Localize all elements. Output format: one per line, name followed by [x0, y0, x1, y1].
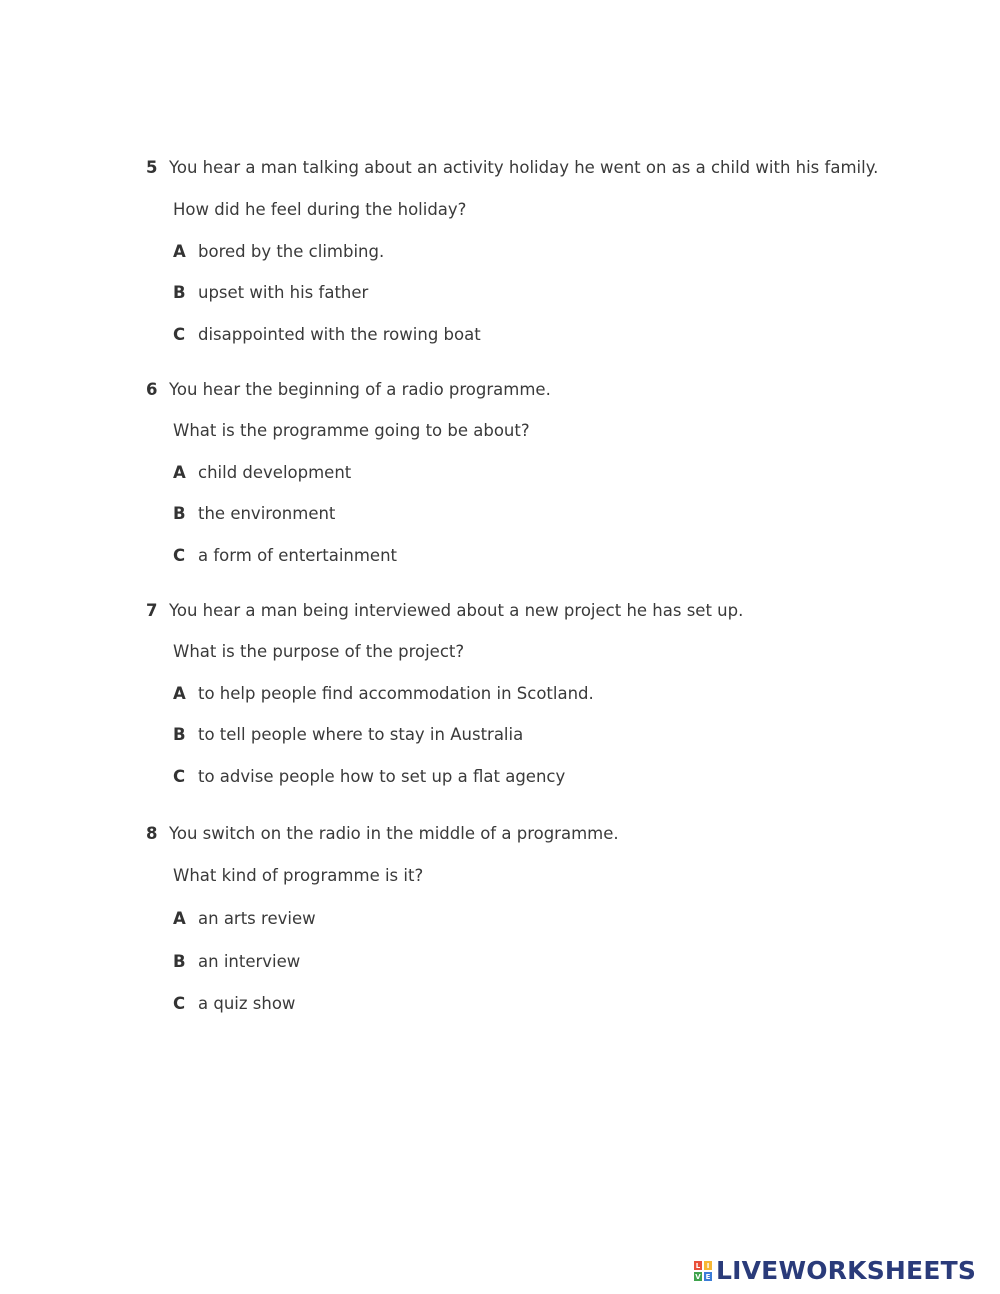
logo-mark-v: V: [693, 1271, 703, 1282]
option-letter: A: [173, 684, 186, 703]
option-letter: B: [173, 952, 186, 971]
logo-mark-icon: [693, 1260, 713, 1282]
option-b[interactable]: [173, 725, 523, 745]
liveworksheets-logo: [693, 1256, 976, 1286]
question-stem: [146, 380, 551, 400]
question-prompt: How did he feel during the holiday?: [173, 200, 467, 219]
option-text: bored by the climbing.: [198, 242, 385, 261]
option-c[interactable]: [173, 325, 481, 345]
question-number: 6: [146, 380, 158, 399]
option-a[interactable]: [173, 684, 594, 704]
option-text: child development: [198, 463, 352, 482]
logo-mark-e: E: [703, 1271, 713, 1282]
logo-text: LIVEWORKSHEETS: [716, 1256, 977, 1285]
option-text: an interview: [198, 952, 301, 971]
option-text: a form of entertainment: [198, 546, 398, 565]
option-letter: A: [173, 909, 186, 928]
logo-mark-i: I: [703, 1260, 713, 1271]
option-b[interactable]: [173, 283, 368, 303]
option-text: disappointed with the rowing boat: [198, 325, 481, 344]
option-letter: B: [173, 283, 186, 302]
option-c[interactable]: [173, 767, 565, 787]
question-stem-text: You hear a man being interviewed about a new project he has set up.: [169, 601, 744, 620]
option-letter: A: [173, 463, 186, 482]
option-a[interactable]: [173, 242, 384, 262]
option-text: the environment: [198, 504, 336, 523]
question-stem-text: You hear a man talking about an activity holiday he went on as a child with his family.: [169, 158, 879, 177]
option-letter: B: [173, 725, 186, 744]
question-stem: [146, 601, 743, 621]
option-text: to tell people where to stay in Australia: [198, 725, 524, 744]
option-b[interactable]: [173, 952, 300, 972]
option-letter: B: [173, 504, 186, 523]
logo-mark-l: L: [693, 1260, 703, 1271]
option-b[interactable]: [173, 504, 335, 524]
question-stem: [146, 824, 619, 844]
question-number: 7: [146, 601, 158, 620]
option-text: to help people find accommodation in Scotland.: [198, 684, 594, 703]
question-prompt: What kind of programme is it?: [173, 866, 424, 885]
question-stem: [146, 158, 878, 178]
option-letter: A: [173, 242, 186, 261]
question-prompt: What is the purpose of the project?: [173, 642, 465, 661]
question-stem-text: You switch on the radio in the middle of a programme.: [169, 824, 619, 843]
option-letter: C: [173, 546, 186, 565]
option-letter: C: [173, 325, 186, 344]
question-number: 5: [146, 158, 158, 177]
option-text: upset with his father: [198, 283, 369, 302]
question-prompt: What is the programme going to be about?: [173, 421, 530, 440]
option-letter: C: [173, 767, 186, 786]
option-a[interactable]: [173, 463, 351, 483]
option-text: to advise people how to set up a flat agency: [198, 767, 566, 786]
question-number: 8: [146, 824, 158, 843]
option-text: a quiz show: [198, 994, 296, 1013]
option-c[interactable]: [173, 994, 295, 1014]
question-stem-text: You hear the beginning of a radio programme.: [169, 380, 551, 399]
option-letter: C: [173, 994, 186, 1013]
option-a[interactable]: [173, 909, 316, 929]
option-c[interactable]: [173, 546, 397, 566]
option-text: an arts review: [198, 909, 316, 928]
